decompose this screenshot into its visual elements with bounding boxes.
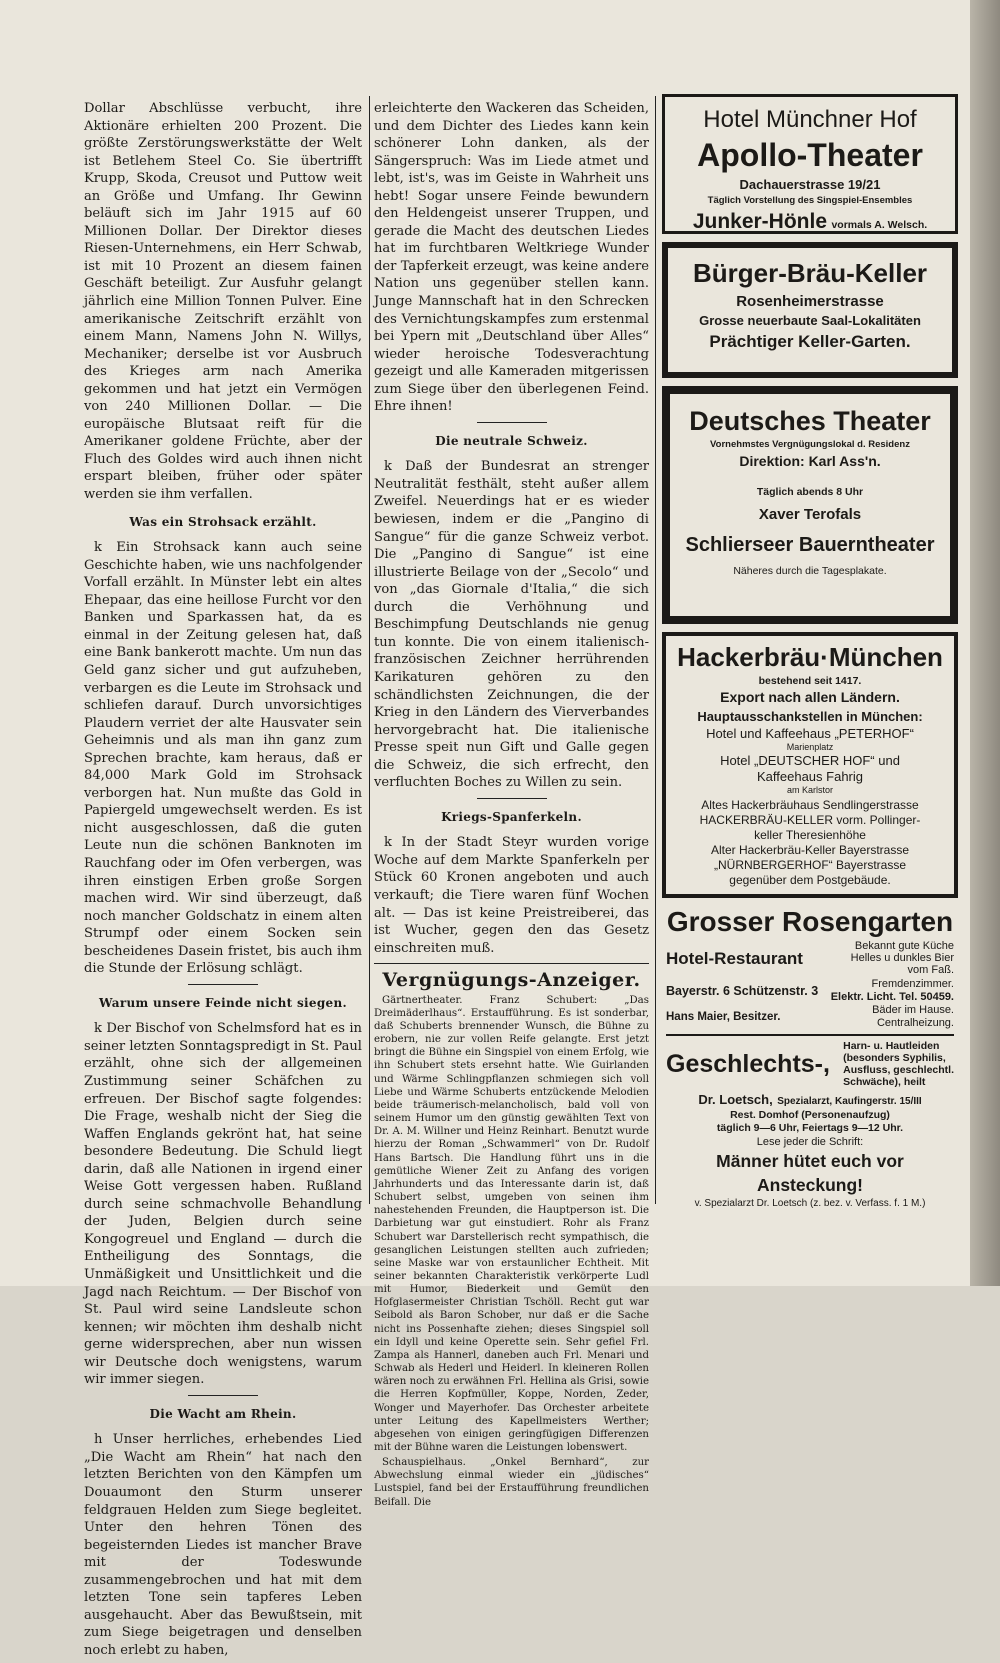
ad-owner: Hans Maier, Besitzer. [666, 1010, 781, 1023]
ad-restaurant-name: Grosser Rosengarten [666, 906, 954, 937]
column-rule-2 [655, 96, 656, 1204]
ad-theater-title: Deutsches Theater [689, 406, 931, 436]
article-continuation-paragraph: Dollar Abschlüsse verbucht, ihre Aktionäre erhielten 200 Prozent. Die größte Zerstörungswerkstätte der Welt ist Betlehem Steel Co. Sie übertrifft Krupp, Skoda, Creusot und Puttow weit an Größe und Umfang. Ihr Gewinn beläuft sich im Jahr 1915 auf 60 Millionen Dollar. Der Direktor dieses Riesen-Unternehmens, ein Herr Schwab, ist mit 10 Prozent an diesem fainen Geschäft beteiligt. Zur Ausfuhr gelangt jährlich eine Million Tonnen Pulver. Eine amerikanische Zeitschrift erzählt von einem Mann, Namens John N. Willys, Mechaniker; derselbe ist vor Ausbruch des Krieges arm nach Amerika gekommen und hat jetzt ein Vermögen von 240 Millionen Dollar. — Die europäische Blutsaat reift für die Amerikaner goldene Früchte, aber der Fluch des Goldes wird auch ihnen nicht erspart bleiben, früher oder später werden sie ihm verfallen. [84, 101, 362, 503]
ad-doctor-address: Spezialarzt, Kaufingerstr. 15/III [777, 1096, 922, 1107]
ad-kitchen: Bekannt gute Küche [854, 940, 954, 952]
separator-rule [374, 963, 649, 964]
ad-tagline: Vornehmstes Vergnügungslokal d. Residenz [710, 439, 910, 450]
ad-showtime: Täglich abends 8 Uhr [756, 486, 864, 498]
column-rule-1 [369, 96, 370, 1204]
ad-outlets-heading: Hauptausschankstellen in München: [697, 709, 923, 724]
ad-pamphlet: v. Spezialarzt Dr. Loetsch (z. bez. v. Verfass. f. 1 M.) [694, 1198, 926, 1209]
separator-rule [188, 1395, 258, 1396]
ad-warning: Männer hütet euch vor Ansteckung! [716, 1151, 904, 1195]
ad-more-info: Näheres durch die Tagesplakate. [733, 565, 887, 577]
ad-address: Dachauerstrasse 19/21 [739, 177, 881, 192]
section-title-vergnuegungs-anzeiger: Vergnügungs-Anzeiger. [382, 969, 641, 992]
ad-clinic-heading: Geschlechts-, [666, 1050, 830, 1078]
separator-rule [188, 984, 258, 985]
advertisement-column [662, 94, 958, 1222]
ad-heating: Centralheizung. [876, 1017, 954, 1029]
ad-buerger-braeu-keller [662, 242, 958, 378]
ad-ailments: Harn- u. Hautleiden [843, 1040, 940, 1052]
ad-performer: Xaver Terofals [758, 506, 862, 523]
ad-phone: Elektr. Licht. Tel. 50459. [830, 991, 954, 1003]
ad-ensemble-name: Junker-Hönle [692, 210, 828, 233]
ad-outlet: HACKERBRÄU-KELLER vorm. Pollinger- [699, 813, 921, 827]
article-warum-unsere-feinde: k Der Bischof von Schelmsford hat es in seiner letzten Sonntagspredigt in St. Paul erzählt, ohne sich der allgemeinen Zustimmung seiner Schäfchen zu erfreuen. Der Bischof sagte folgendes: Die Frage, weshalb nicht der Sieg die Waffen Englands gekrönt hat, hat seine besondere Bedeutung. Die Schuld liegt darin, daß alle Nationen in irgend einer Weise Gott vergessen haben. Rußland durch seine schmachvolle Behandlung der Juden, Belgien durch seine Kongogreuel und England — durch die Entheiligung des Sonntags, die Unmäßigkeit und Unsittlichkeit und die Jagd nach Reichtum. — Der Bischof von St. Paul wird seine Landsleute schon kennen; wir möchten ihm deshalb nicht gerne widersprechen, aber nun wissen wir Deutsche doch wenigstens, warum wir immer siegen. [84, 1021, 362, 1388]
ad-restaurant-type: Hotel-Restaurant [666, 948, 803, 968]
article-neutrale-schweiz: k Daß der Bundesrat an strenger Neutralität festhält, steht außer allem Zweifel. Neuerdings hat er es wieder bewiesen, indem er die „Pangino di Sangue“ für die ganze Schweiz verbot. Die „Pangino di Sangue“ ist eine illustrierte Beilage von der „Secolo“ und von „das Giornale d'Italia,“ die sich durch die Verhöhnung und Beschimpfung Deutschlands nie genug tun konnte. Die von einem italienisch-französischen Zeichner herrührenden Karikaturen gehören zu den schändlichsten Zeichnungen, die der Krieg in den Ländern des Vierverbandes hervorgebracht hat. Die italienische Presse speit nun Gift und Galle gegen die Schweiz, die sich erfrecht, den verfluchten Boches zu Willen zu sein. [374, 459, 649, 791]
article-kriegs-spanferkeln: k In der Stadt Steyr wurden vorige Woche auf dem Markte Spanferkeln per Stück 60 Kronen angeboten und auch verkauft; die Tiere waren fünf Wochen alt. — Das ist keine Preistreiberei, das ist Wucher, gegen den das Gesetz einschreiten muß. [374, 835, 649, 956]
ad-founded: bestehend seit 1417. [758, 675, 862, 687]
ad-outlet-location: keller Theresienhöhe [754, 828, 866, 842]
ad-outlet-location: am Karlstor [786, 785, 833, 795]
ad-hours: täglich 9—6 Uhr, Feiertags 9—12 Uhr. [716, 1122, 904, 1134]
ad-director: Direktion: Karl Ass'n. [739, 453, 881, 469]
ad-theater-name: Apollo-Theater [697, 137, 923, 173]
ad-hotel-name: Hotel Münchner Hof [703, 106, 917, 133]
article-continuation-paragraph: erleichterte den Wackeren das Scheiden, und dem Dichter des Liedes kann kein schönerer Lohn danken, als der Sängerspruch: Was im Liede atmet und lebt, ist's, was im Geiste in Wahrheit uns hebt! Sogar unsere Feinde bewundern den Heldengeist unserer Truppen, und gerade die Macht des deutschen Liedes hat im furchtbaren Weltkriege Wunder der Tapferkeit erzeugt, was keine andere Nation uns gegenüber stellen kann. Junge Mannschaft hat in den Schrecken des Vernichtungskampfes zum erstenmal bei Ypern mit „Deutschland über Alles“ wieder heroische Todesverachtung gezeigt und alle Kameraden mitgerissen zum Siege über den überlegenen Feind. Ehre ihnen! [374, 101, 649, 415]
ad-apollo-theater [662, 94, 958, 234]
ad-rosengarten-and-loetsch [662, 904, 958, 1222]
ad-ailments: Ausfluss, geschlechtl. [843, 1064, 954, 1076]
ad-troupe: Schlierseer Bauerntheater [685, 534, 935, 556]
article-wacht-am-rhein: h Unser herrliches, erhebendes Lied „Die Wacht am Rhein“ hat nach den letzten Berichten von den Kämpfen um Douaumont den Sturm unserer feldgrauen Helden zum Siege begleitet. Unter den hehren Tönen des begeisternden Liedes ist mancher Brave mit der Todeswunde zusammengebrochen und hat mit dem letzten Tone sein tapferes Leben ausgehaucht. Aber das Bewußtsein, mit zum Siege beigetragen und denselben noch erlebt zu haben, [84, 1432, 362, 1658]
ad-brewery-name: Hackerbräu·München [677, 642, 943, 672]
headline-wacht-am-rhein: Die Wacht am Rhein. [149, 1406, 297, 1421]
ad-address: Bayerstr. 6 Schützenstr. 3 [666, 983, 819, 998]
ad-deutsches-theater [662, 386, 958, 624]
column-2 [374, 100, 649, 1511]
ad-outlet: „NÜRNBERGERHOF“ Bayerstrasse [713, 858, 907, 872]
ad-ailments: (besonders Syphilis, [843, 1052, 946, 1064]
ad-garden: Prächtiger Keller-Garten. [709, 332, 911, 351]
separator-rule [477, 798, 547, 799]
ad-daily-show: Täglich Vorstellung des Singspiel-Ensembles [707, 195, 913, 206]
ad-outlet: Altes Hackerbräuhaus Sendlingerstrasse [701, 798, 919, 812]
ad-beer: Helles u dunkles Bier [850, 952, 954, 964]
ad-outlet: Hotel und Kaffeehaus „PETERHOF“ [706, 726, 914, 741]
ad-rooms: Fremdenzimmer. [871, 978, 954, 990]
page-edge-shadow [970, 0, 1000, 1286]
ad-outlet: Kaffeehaus Fahrig [757, 769, 863, 784]
article-strohsack: k Ein Strohsack kann auch seine Geschichte haben, wie uns nachfolgender Vorfall erzählt. In Münster lebt ein altes Ehepaar, das eine heillose Furcht vor den Banken und Sparkassen hat, da es einmal in der Zeitung gelesen hat, daß eine Bank bankerott machte. Um nun das Geld ganz sicher und gut aufzuheben, verbargen es die Leute im Strohsack und schliefen darauf. Durch unvorsichtiges Plaudern verriet der alte Hausvater sein Geheimnis und als man ihn ganz zum Sprechen brachte, kam heraus, daß er 84,000 Mark Gold im Strohsack verborgen hat. Nun mußte das Gold in Papiergeld umgewechselt werden. Es ist nicht ausgeschlossen, daß die guten Leute nun die schönen Banknoten im Rauchfang oder im Ofen verbergen, was ihren einstigen Erben große Sorgen machen wird. Wir sind überzeugt, daß noch mancher Goldschatz in einem alten Strumpf oder einem Socken sein bescheidenes Dasein fristet, bis auch ihm die Stunde der Erlösung schlägt. [84, 540, 362, 977]
ad-outlet-location: gegenüber dem Postgebäude. [729, 873, 891, 887]
ad-hackerbraeu [662, 632, 958, 898]
review-gaertnertheater: Gärtnertheater. Franz Schubert: „Das Dreimäderlhaus“. Erstaufführung. Es ist sonderbar, daß Schuberts brennender Wunsch, die Bühne zu erobern, nie zur vollen Reife gelangte. Erst jetzt bringt die Bühne ein Singspiel von einem Erfolg, wie ihn Schubert stets ersehnt hatte. Wie Guirlanden und Wärme Schlingpflanzen schmiegen sich voll Liebe und Wärme Schuberts entzückende Melodien beide träumerisch-melancholisch, bald voll von seinem Humor um den günstig gewählten Text von Dr. A. M. Willner und Heinz Reinhart. Benutzt wurde hierzu der Roman „Schwammerl“ von Dr. Rudolf Hans Bartsch. Die Handlung führt uns in die gemütliche Wiener Zeit zu Anfang des vorigen Jahrhunderts und das Interessante darin ist, daß Schubert selbst, umgeben von seinen ihm nahestehenden Freunden, die Hauptperson ist. Die Darbietung war gut einstudiert. Rohr als Franz Schubert war Darstellerisch recht sympathisch, die gesanglichen Leistungen stellten auch zufrieden; seine Maske war von erstaunlicher Echtheit. Mit seiner bekannten Charakteristik verkörperte Ludl mit Humor, Biederkeit und Gemüt den Hofglasermeister Christian Tschöll. Recht gut war Seibold als Baron Schober, nur daß er die Sache nicht ins Possenhafte ziehen; dieses Singspiel soll ein Idyll und keine Operette sein. Sehr gefiel Frl. Zampa als Hannerl, daneben auch Frl. Menari und Schwab als Hederl und Heiderl. In kleineren Rollen wären noch zu erwähnen Frl. Hellina als Grisi, sowie die Herren Kopfmüller, Koppe, Norden, Zeder, Wonger und Mayerhofer. Das Orchester arbeitete unter Leitung des Kapellmeisters Werther; abgesehen von einigen geringfügigen Differenzen mit der Bühne waren die Leistungen lobenswert. [374, 994, 649, 1454]
ad-export: Export nach allen Ländern. [720, 689, 900, 705]
ad-ailments: Schwäche), heilt [843, 1076, 926, 1088]
ad-restaurant-note: Rest. Domhof (Personenaufzug) [730, 1109, 890, 1121]
separator-rule [477, 422, 547, 423]
ad-halls: Grosse neuerbaute Saal-Lokalitäten [699, 313, 921, 328]
ad-outlet-location: Marienplatz [786, 742, 834, 752]
ad-divider [666, 1034, 954, 1036]
headline-warum-unsere-feinde: Warum unsere Feinde nicht siegen. [99, 995, 347, 1010]
review-section [374, 994, 649, 1509]
ad-baths: Bäder im Hause. [872, 1004, 954, 1016]
ad-beer-hall-name: Bürger-Bräu-Keller [692, 258, 928, 288]
ad-outlet: Alter Hackerbräu-Keller Bayerstrasse [710, 843, 910, 857]
ad-read-notice: Lese jeder die Schrift: [756, 1136, 864, 1148]
ad-street: Rosenheimerstrasse [736, 293, 884, 310]
headline-neutrale-schweiz: Die neutrale Schweiz. [435, 433, 588, 448]
ad-formerly: vormals A. Welsch. [831, 219, 928, 231]
headline-kriegs-spanferkeln: Kriegs-Spanferkeln. [441, 809, 582, 824]
ad-outlet: Hotel „DEUTSCHER HOF“ und [720, 753, 900, 768]
ad-doctor-name: Dr. Loetsch, [698, 1092, 773, 1107]
column-1 [84, 100, 362, 1663]
headline-strohsack: Was ein Strohsack erzählt. [129, 514, 317, 529]
review-schauspielhaus: Schauspielhaus. „Onkel Bernhard“, zur Abwechslung einmal wieder ein „jüdisches“ Lustspiel, fand bei der Erstaufführung freundlichen Beifall. Die [374, 1457, 649, 1508]
ad-barrel: vom Faß. [907, 964, 954, 976]
